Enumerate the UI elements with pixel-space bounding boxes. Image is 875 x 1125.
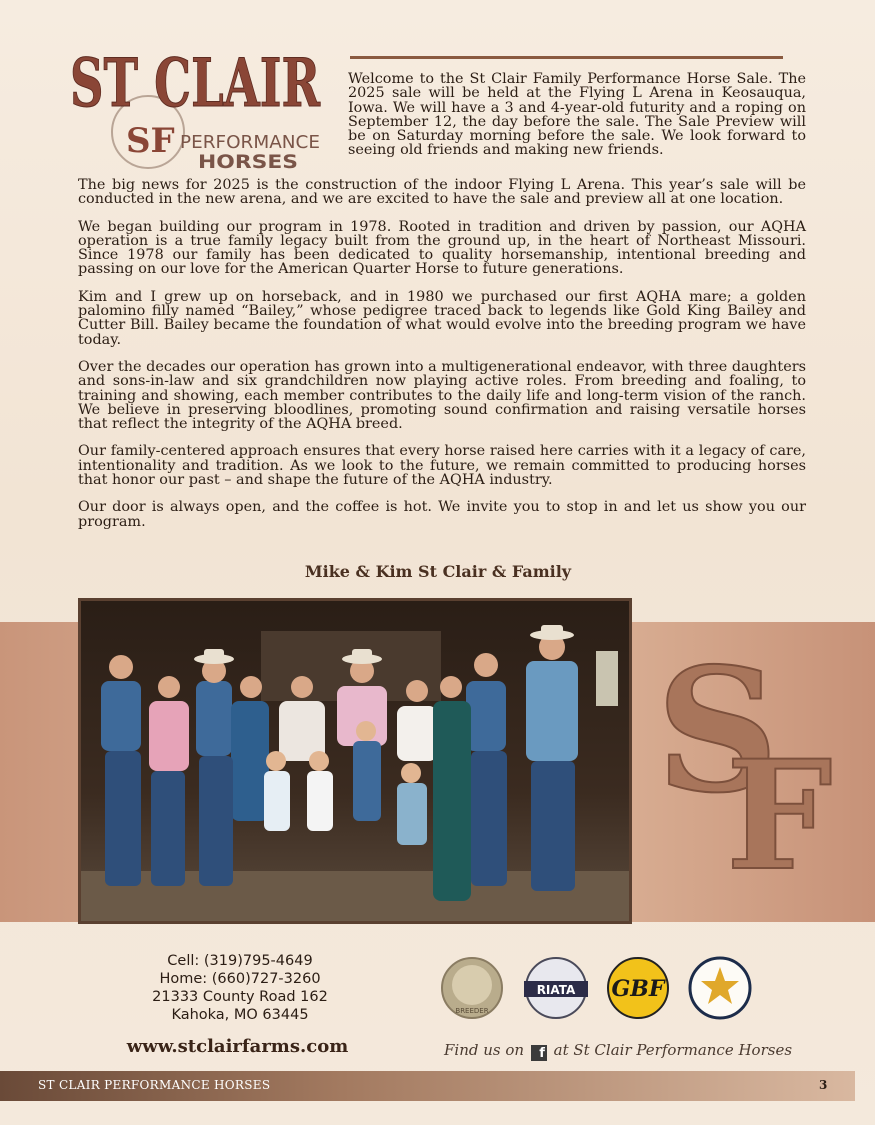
logo-monogram: SF: [126, 121, 175, 161]
royal-crown-badge-icon: [690, 958, 750, 1018]
paragraph: The big news for 2025 is the construction of the indoor Flying L Arena. This year’s sale will be conducted in the new arena, and we are excited to have the sale and preview all at one location.: [78, 177, 806, 208]
gbf-badge-text: GBF: [611, 976, 665, 1002]
logo-horses: HORSES: [198, 151, 298, 173]
home-phone: Home: (660)727-3260: [159, 971, 321, 987]
aqha-badge-text: BREEDER: [455, 1007, 489, 1015]
family-photo: [78, 598, 632, 924]
website-link[interactable]: www.stclairfarms.com: [126, 1036, 349, 1057]
facebook-icon[interactable]: f: [531, 1045, 547, 1061]
sf-monogram-mark: [656, 631, 833, 904]
contact-block: [130, 952, 350, 1024]
address-line-1: 21333 County Road 162: [152, 989, 328, 1005]
intro-paragraph: Welcome to the St Clair Family Performance Horse Sale. The 2025 sale will be held at the Flying L Arena in Keosauqua, Iowa. We will have a 3 and 4-year-old futurity and a roping on September 12, the day before the sale. The Sale Preview will be on Saturday morning before the sale. We look forward to seeing old friends and making new friends.: [348, 71, 806, 159]
paragraph: Over the decades our operation has grown into a multigenerational endeavor, with three daughters and sons-in-law and six grandchildren now playing active roles. From breeding and foaling, to training and showing, each member contributes to the daily life and long-term vision of the ranch. We believe in preserving bloodlines, promoting sound confirmation and raising versatile horses that reflect the integrity of the AQHA breed.: [78, 358, 806, 433]
page-number: 3: [819, 1078, 828, 1092]
signature: Mike & Kim St Clair & Family: [304, 562, 572, 581]
riata-badge-icon: [524, 958, 588, 1018]
paragraph: We began building our program in 1978. Rooted in tradition and driven by passion, our AQHA operation is a true family legacy built from the ground up, in the heart of Northeast Missouri. Since 1978 our family has been dedicated to quality horsemanship, intentional breeding and passing on our love for the American Quarter Horse to future generations.: [78, 218, 806, 278]
logo-title: ST CLAIR: [70, 44, 321, 122]
sf-monogram-s: S: [656, 631, 779, 831]
cell-phone: Cell: (319)795-4649: [167, 953, 313, 969]
social-suffix: at St Clair Performance Horses: [553, 1041, 793, 1059]
st-clair-logo: [68, 44, 328, 174]
aqha-breeder-badge-icon: [442, 958, 502, 1018]
sf-monogram-f: F: [726, 728, 833, 904]
partner-badges: [440, 955, 760, 1021]
social-prefix: Find us on: [444, 1041, 525, 1059]
footer-title: ST CLAIR PERFORMANCE HORSES: [38, 1078, 271, 1092]
riata-badge-text: RIATA: [536, 983, 576, 997]
social-callout[interactable]: [444, 1041, 792, 1061]
paragraph: Our door is always open, and the coffee is hot. We invite you to stop in and let us show you our program.: [78, 499, 806, 530]
logo-performance: PERFORMANCE: [180, 132, 320, 153]
address-line-2: Kahoka, MO 63445: [171, 1007, 309, 1023]
letter-body: [78, 178, 806, 542]
paragraph: Our family-centered approach ensures that every horse raised here carries with it a legacy of care, intentionality and tradition. As we look to the future, we remain committed to producing horses that honor our past – and shape the future of the AQHA industry.: [78, 443, 806, 489]
family-photo-illustration: [81, 601, 629, 921]
paragraph: Kim and I grew up on horseback, and in 1980 we purchased our first AQHA mare; a golden palomino filly named “Bailey,” whose pedigree traced back to legends like Gold King Bailey and Cutter Bill. Bailey became the foundation of what would evolve into the breeding program we have today.: [78, 288, 806, 348]
header-rule: [350, 56, 783, 59]
gbf-badge-icon: [608, 958, 668, 1018]
